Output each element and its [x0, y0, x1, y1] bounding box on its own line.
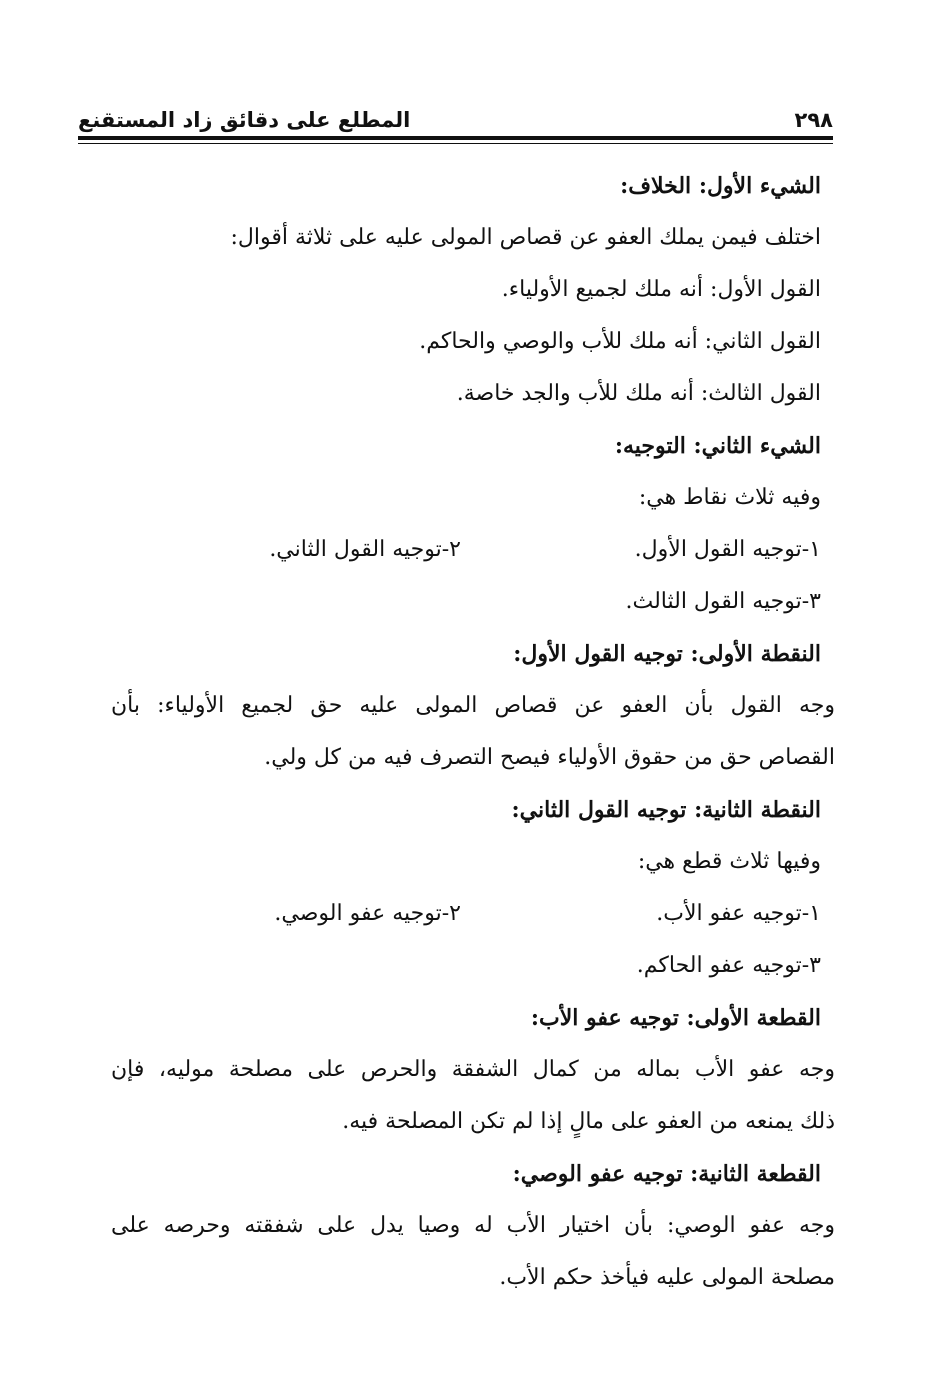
list-item: ١-توجيه عفو الأب. [656, 901, 821, 926]
paragraph-line: ذلك يمنعه من العفو على مالٍ إذا لم تكن المصلحة فيه. [342, 1109, 835, 1134]
paragraph-line: مصلحة المولى عليه فيأخذ حكم الأب. [499, 1265, 835, 1290]
header-rule-thick [78, 136, 833, 140]
piece-heading-second: القطعة الثانية: توجيه عفو الوصي: [512, 1161, 821, 1187]
list-item: ٣-توجيه عفو الحاكم. [636, 953, 821, 978]
opinion-third: القول الثالث: أنه ملك للأب والجد خاصة. [456, 381, 821, 406]
page-body [111, 160, 835, 1304]
page-number: ٢٩٨ [794, 108, 833, 132]
list-item: ٣-توجيه القول الثالث. [625, 589, 821, 614]
point-heading-first: النقطة الأولى: توجيه القول الأول: [513, 641, 821, 667]
piece-heading-first: القطعة الأولى: توجيه عفو الأب: [530, 1005, 821, 1031]
points-list-row [111, 524, 821, 576]
paragraph-points-intro: وفيه ثلاث نقاط هي: [638, 485, 821, 510]
book-title: المطلع على دقائق زاد المستقنع [78, 108, 411, 132]
paragraph-intro: اختلف فيمن يملك العفو عن قصاص المولى عليه على ثلاثة أقوال: [230, 225, 821, 250]
paragraph-line: القصاص حق من حقوق الأولياء فيصح التصرف فيه من كل ولي. [264, 745, 835, 770]
pieces-list-row [111, 888, 821, 940]
paragraph-line: وجه عفو الأب بماله من كمال الشفقة والحرص على مصلحة موليه، فإن [111, 1057, 835, 1082]
list-item: ٢-توجيه عفو الوصي. [274, 901, 461, 926]
section-heading-disagreement: الشيء الأول: الخلاف: [620, 173, 821, 199]
list-item: ٢-توجيه القول الثاني. [269, 537, 461, 562]
section-heading-justification: الشيء الثاني: التوجيه: [614, 433, 821, 459]
paragraph-line: وجه القول بأن العفو عن قصاص المولى عليه حق لجميع الأولياء: بأن [111, 693, 835, 718]
paragraph-line: وجه عفو الوصي: بأن اختيار الأب له وصيا يدل على شفقته وحرصه على [111, 1213, 835, 1238]
opinion-second: القول الثاني: أنه ملك للأب والوصي والحاكم. [419, 329, 821, 354]
point-heading-second: النقطة الثانية: توجيه القول الثاني: [511, 797, 821, 823]
list-item: ١-توجيه القول الأول. [634, 537, 821, 562]
header-rule-thin [78, 143, 833, 144]
paragraph-pieces-intro: وفيها ثلاث قطع هي: [637, 849, 821, 874]
running-header [78, 96, 833, 132]
opinion-first: القول الأول: أنه ملك لجميع الأولياء. [501, 277, 821, 302]
